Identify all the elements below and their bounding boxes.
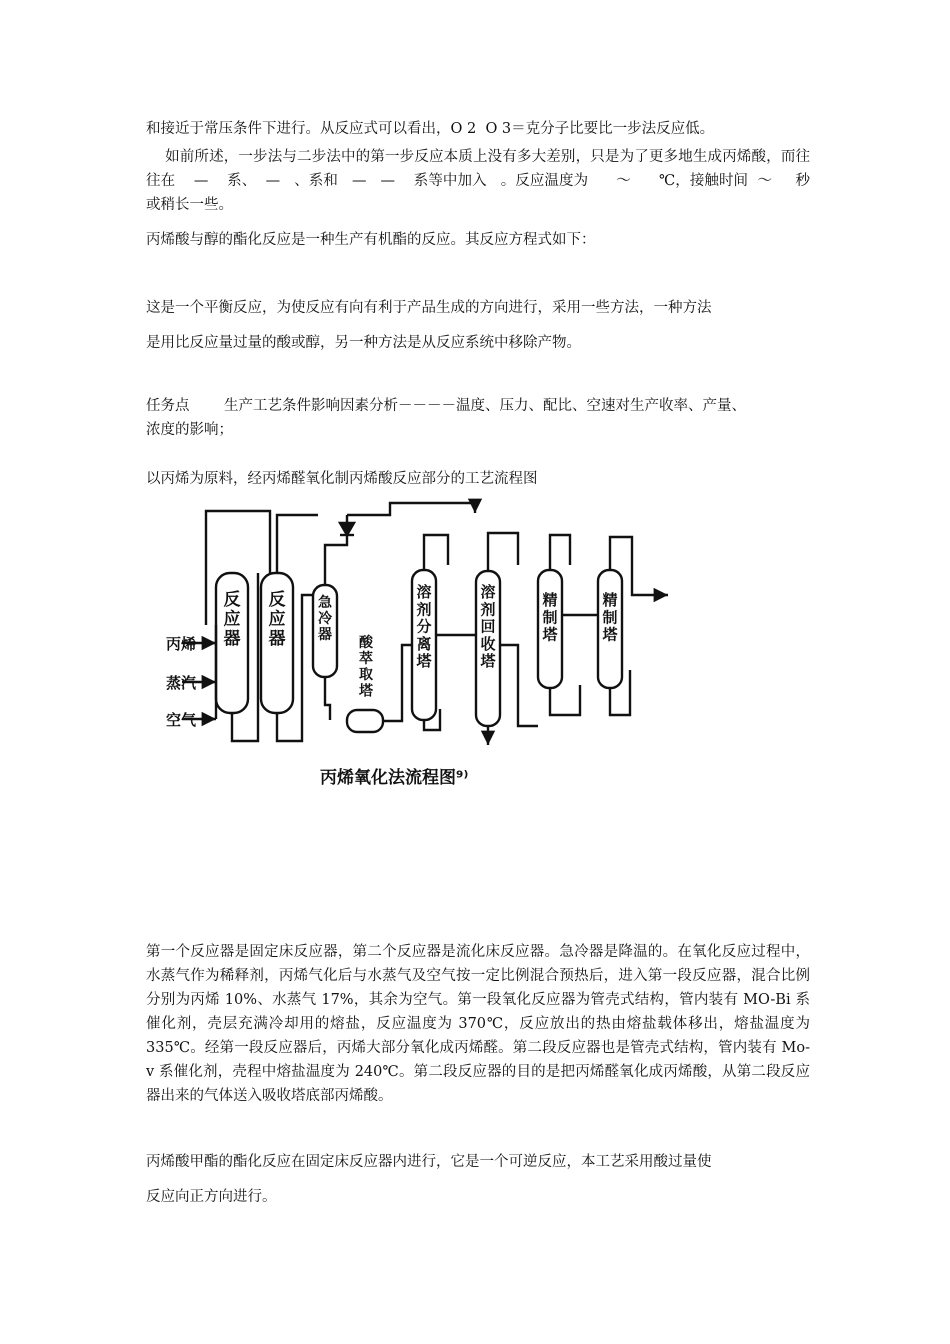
- input-label: 蒸汽: [166, 674, 197, 692]
- text-paragraph-4: [146, 296, 810, 355]
- acid-extraction-drum: [347, 710, 383, 732]
- input-label: 空气: [166, 711, 197, 729]
- text-line: 这是一个平衡反应，为使反应有向有利于产品生成的方向进行，采用一些方法，一种方法: [146, 300, 712, 316]
- text-paragraph-1: 和接近于常压条件下进行。从反应式可以看出，O 2 O 3＝克分子比要比一步法反应低。: [146, 121, 715, 137]
- task-line: 浓度的影响；: [146, 422, 233, 438]
- unit-label: 精制塔: [542, 591, 558, 644]
- unit-label: 溶剂回收塔: [480, 583, 496, 670]
- text-paragraph-7: [146, 1150, 810, 1209]
- unit-label: 急冷器: [318, 595, 332, 644]
- diagram-intro: 以丙烯为原料，经丙烯醛氧化制丙烯酸反应部分的工艺流程图: [146, 471, 538, 487]
- process-flow-diagram: [140, 495, 700, 805]
- unit-label: 酸萃取塔: [359, 635, 373, 700]
- text-paragraph-2: 如前所述，一步法与二步法中的第一步反应本质上没有多大差别，只是为了更多地生成丙烯酸，而往往在 — 系、 — 、系和 — — 系等中加入 。反应温度为 ～ ℃，接触时间 ～ 秒或稍长一些。: [146, 149, 811, 213]
- text-paragraph-3: 丙烯酸与醇的酯化反应是一种生产有机酯的反应。其反应方程式如下：: [146, 232, 596, 248]
- text-line: 是用比反应量过量的酸或醇，另一种方法是从反应系统中移除产物。: [146, 335, 581, 351]
- task-label: 任务点: [146, 398, 190, 414]
- text-paragraph-6: 第一个反应器是固定床反应器，第二个反应器是流化床反应器。急冷器是降温的。在氧化反应过程中，水蒸气作为稀释剂，丙烯气化后与水蒸气及空气按一定比例混合预热后，进入第一段反应器，混合比例分别为丙烯 10%、水蒸气 17%，其余为空气。第一段氧化反应器为管壳式结构，管内装有 MO-Bi 系催化剂，壳层充满冷却用的熔盐，反应温度为 370℃，反应放出的热由熔盐载体移出，熔盐温度为 335℃。经第一段反应器后，丙烯大部分氧化成丙烯醛。第二段反应器也是管壳式结构，管内装有 Mo-v 系催化剂，壳程中熔盐温度为 240℃。第二段反应器的目的是把丙烯醛氧化成丙烯酸，从第二段反应器出来的气体送入吸收塔底部丙烯酸。: [146, 944, 815, 1104]
- input-label: 丙烯: [166, 635, 197, 653]
- unit-label: 精制塔: [602, 591, 618, 644]
- text-line: 丙烯酸甲酯的酯化反应在固定床反应器内进行，它是一个可逆反应，本工艺采用酸过量使: [146, 1154, 712, 1170]
- unit-label: 反应器: [268, 590, 286, 650]
- diagram-caption: 丙烯氧化法流程图⁹⁾: [320, 768, 469, 788]
- unit-label: 溶剂分离塔: [416, 583, 432, 670]
- task-line: 生产工艺条件影响因素分析－－－－温度、压力、配比、空速对生产收率、产量、: [224, 398, 746, 414]
- text-line: 反应向正方向进行。: [146, 1189, 277, 1205]
- unit-label: 反应器: [223, 590, 241, 650]
- task-point: [146, 394, 810, 442]
